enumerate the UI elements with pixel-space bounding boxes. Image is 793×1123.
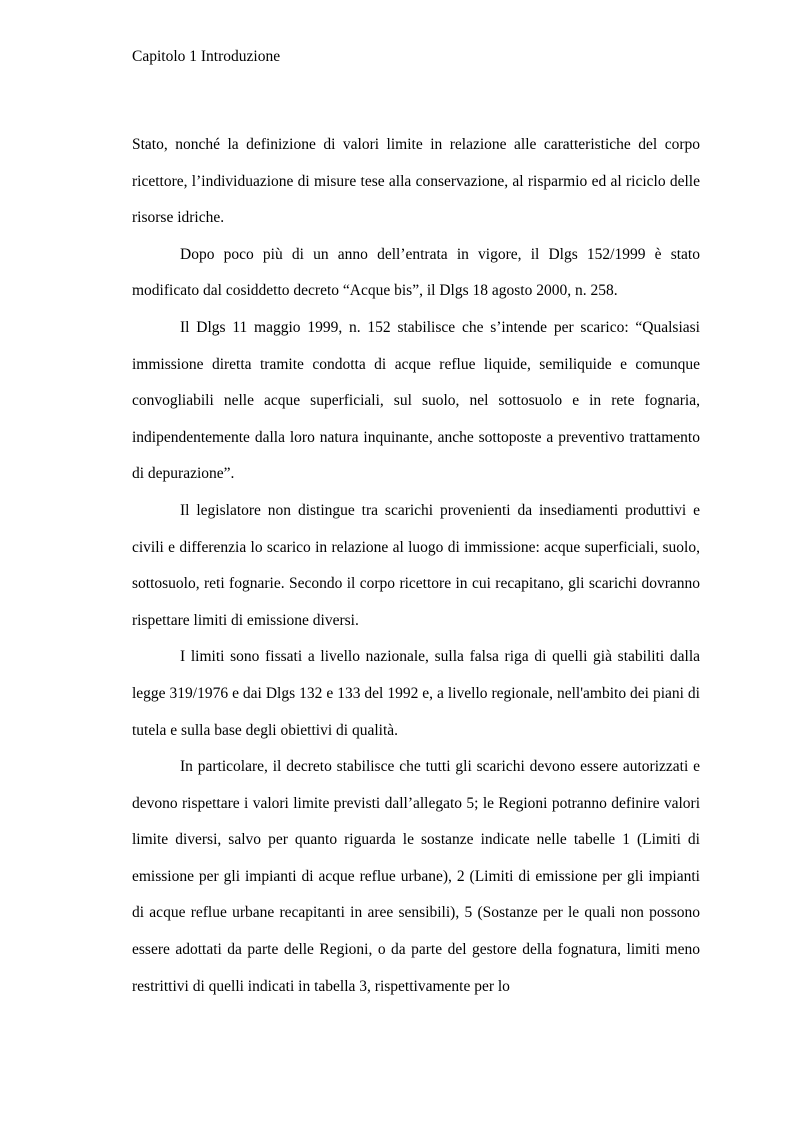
body-text — [132, 127, 700, 1005]
running-header: Capitolo 1 Introduzione — [132, 48, 281, 65]
paragraph-decreto: In particolare, il decreto stabilisce che tutti gli scarichi devono essere autorizzati e devono rispettare i valori limite previsti dall’allegato 5; le Regioni potranno definire valori limite diversi, salvo per quanto riguarda le sostanze indicate nelle tabelle 1 (Limiti di emissione per gli impianti di acque reflue urbane), 2 (Limiti di emissione per gli impianti di acque reflue urbane recapitanti in aree sensibili), 5 (Sostanze per le quali non possono essere adottati da parte delle Regioni, o da parte del gestore della fognatura, limiti meno restrittivi di quelli indicati in tabella 3, rispettivamente per lo — [132, 758, 700, 995]
paragraph-legislatore: Il legislatore non distingue tra scarichi provenienti da insediamenti produttivi e civili e differenzia lo scarico in relazione al luogo di immissione: acque superficiali, suolo, sottosuolo, reti fognarie. Secondo il corpo ricettore in cui recapitano, gli scarichi dovranno rispettare limiti di emissione diversi. — [132, 501, 700, 629]
paragraph-continued: Stato, nonché la definizione di valori limite in relazione alle caratteristiche del corpo ricettore, l’individuazione di misure tese alla conservazione, al risparmio ed al riciclo delle risorse idriche. — [132, 136, 700, 227]
paragraph-limiti: I limiti sono fissati a livello nazionale, sulla falsa riga di quelli già stabiliti dalla legge 319/1976 e dai Dlgs 132 e 133 del 1992 e, a livello regionale, nell'ambito dei piani di tutela e sulla base degli obiettivi di qualità. — [132, 648, 700, 739]
paragraph-definizione-scarico: Il Dlgs 11 maggio 1999, n. 152 stabilisce che s’intende per scarico: “Qualsiasi immissione diretta tramite condotta di acque reflue liquide, semiliquide e comunque convogliabili nelle acque superficiali, sul suolo, nel sottosuolo e in rete fognaria, indipendentemente dalla loro natura inquinante, anche sottoposte a preventivo trattamento di depurazione”. — [132, 318, 700, 483]
paragraph-acque-bis: Dopo poco più di un anno dell’entrata in vigore, il Dlgs 152/1999 è stato modificato dal cosiddetto decreto “Acque bis”, il Dlgs 18 agosto 2000, n. 258. — [132, 245, 700, 300]
